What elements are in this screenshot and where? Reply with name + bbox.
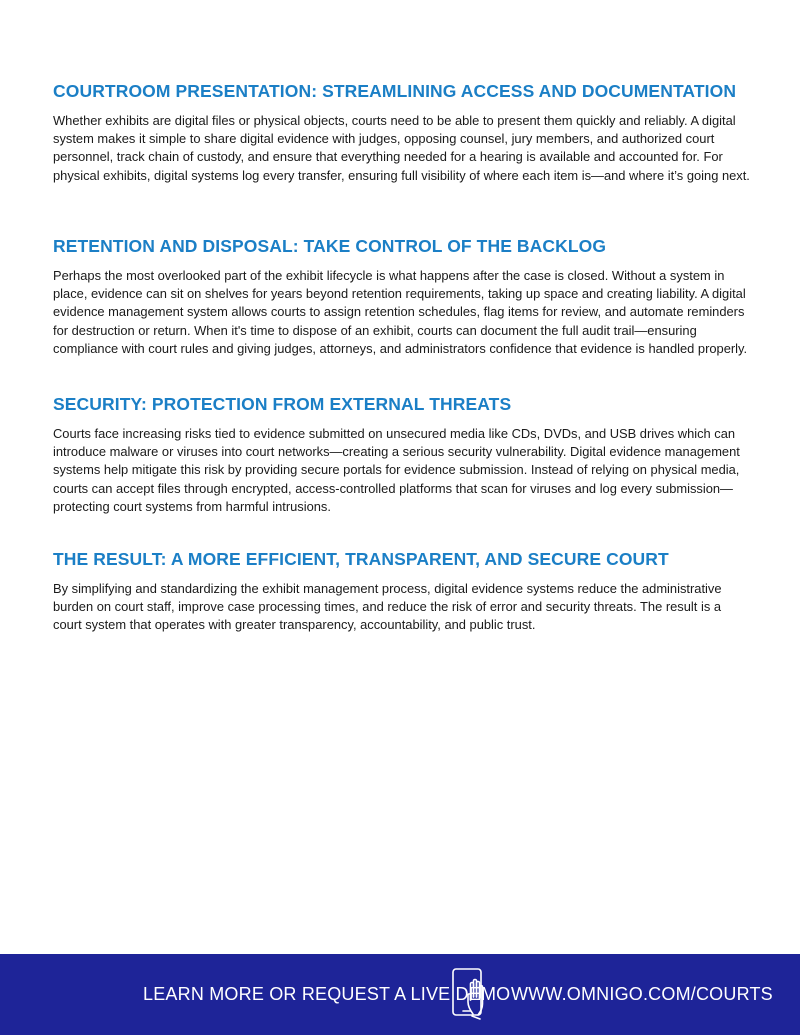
section-heading: THE RESULT: A MORE EFFICIENT, TRANSPARENT, AND SECURE COURT <box>53 549 669 569</box>
section-retention-disposal <box>53 235 753 358</box>
section-courtroom-presentation <box>53 80 753 185</box>
website-link[interactable]: WWW.OMNIGO.COM/COURTS <box>511 984 773 1004</box>
section-body: Perhaps the most overlooked part of the exhibit lifecycle is what happens after the case is closed. Without a system in place, evidence can sit on shelves for years beyond retention requirements, taking up space and creating liability. A digital evidence management system allows courts to assign retention schedules, flag items for review, and automate reminders for destruction or return. When it's time to dispose of an exhibit, courts can document the full audit trail—ensuring compliance with court rules and giving judges, attorneys, and administrators confidence that evidence is handled properly. <box>53 268 748 356</box>
footer-banner <box>0 954 800 1035</box>
section-heading: SECURITY: PROTECTION FROM EXTERNAL THREATS <box>53 394 512 414</box>
section-body: Courts face increasing risks tied to evidence submitted on unsecured media like CDs, DVDs, and USB drives which can introduce malware or viruses into court networks—creating a serious security vulnerability. Digital evidence management systems help mitigate this risk by providing secure portals for evidence submission. Instead of relying on physical media, courts can accept files through encrypted, access-controlled platforms that scan for viruses and log every submission—protecting court systems from harmful intrusions. <box>53 426 740 514</box>
section-the-result <box>53 548 753 635</box>
section-heading: RETENTION AND DISPOSAL: TAKE CONTROL OF THE BACKLOG <box>53 236 607 256</box>
section-body: Whether exhibits are digital files or physical objects, courts need to be able to present them quickly and reliably. A digital system makes it simple to share digital evidence with judges, opposing counsel, jury members, and authorized court personnel, track chain of custody, and ensure that everything needed for a hearing is available and accounted for. For physical exhibits, digital systems log every transfer, ensuring full visibility of where each item is—and where it’s going next. <box>53 113 750 183</box>
cta-text: LEARN MORE OR REQUEST A LIVE DEMO <box>143 984 511 1004</box>
section-heading: COURTROOM PRESENTATION: STREAMLINING ACCESS AND DOCUMENTATION <box>53 81 737 101</box>
hand-touch-device-icon <box>450 966 496 1022</box>
section-body: By simplifying and standardizing the exhibit management process, digital evidence systems reduce the administrative burden on court staff, improve case processing times, and reduce the risk of error and security threats. The result is a court system that operates with greater transparency, accountability, and public trust. <box>53 581 722 633</box>
section-security <box>53 393 753 516</box>
